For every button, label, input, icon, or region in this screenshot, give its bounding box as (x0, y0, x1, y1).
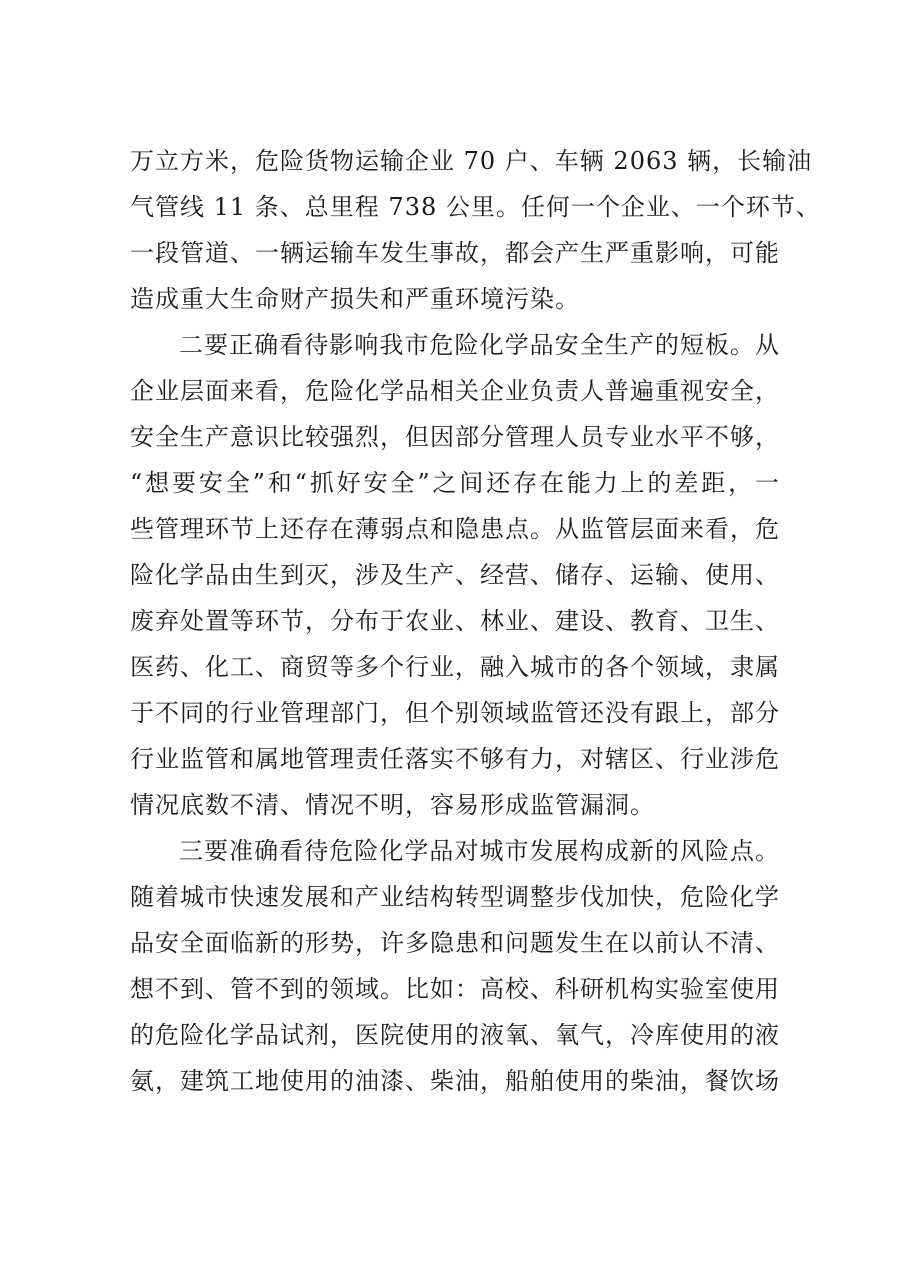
paragraph-line: 一段管道、一辆运输车发生事故，都会产生严重影响，可能 (130, 239, 780, 267)
paragraph-line: 情况底数不清、情况不明，容易形成监管漏洞。 (130, 791, 655, 819)
paragraph-1 (130, 138, 821, 322)
paragraph-line: 企业层面来看，危险化学品相关企业负责人普遍重视安全， (130, 377, 780, 405)
paragraph-line: 品安全面临新的形势，许多隐患和问题发生在以前认不清、 (130, 929, 780, 957)
paragraph-line: 废弃处置等环节，分布于农业、林业、建设、教育、卫生、 (130, 607, 780, 635)
paragraph-line: 想不到、管不到的领域。比如：高校、科研机构实验室使用 (130, 975, 780, 1003)
paragraph-line: “想要安全”和“抓好安全”之间还存在能力上的差距，一 (130, 469, 780, 497)
paragraph-line: 险化学品由生到灭，涉及生产、经营、储存、运输、使用、 (130, 561, 780, 589)
paragraph-3 (130, 828, 780, 1104)
paragraph-line: 行业监管和属地管理责任落实不够有力，对辖区、行业涉危 (130, 745, 780, 773)
paragraph-2 (130, 322, 780, 828)
paragraph-line: 万立方米，危险货物运输企业 70 户、车辆 2063 辆，长输油 (130, 147, 813, 175)
paragraph-line: 于不同的行业管理部门，但个别领域监管还没有跟上，部分 (130, 699, 780, 727)
paragraph-line: 造成重大生命财产损失和严重环境污染。 (130, 285, 580, 313)
paragraph-line: 医药、化工、商贸等多个行业，融入城市的各个领域，隶属 (130, 653, 780, 681)
paragraph-line: 些管理环节上还存在薄弱点和隐患点。从监管层面来看，危 (130, 515, 780, 543)
paragraph-line: 三要准确看待危险化学品对城市发展构成新的风险点。 (179, 837, 780, 865)
paragraph-line: 二要正确看待影响我市危险化学品安全生产的短板。从 (179, 331, 780, 359)
paragraph-line: 氨，建筑工地使用的油漆、柴油，船舶使用的柴油，餐饮场 (130, 1067, 780, 1095)
document-body (130, 138, 821, 1104)
paragraph-line: 随着城市快速发展和产业结构转型调整步伐加快，危险化学 (130, 883, 780, 911)
paragraph-line: 的危险化学品试剂，医院使用的液氧、氧气，冷库使用的液 (130, 1021, 780, 1049)
paragraph-line: 安全生产意识比较强烈，但因部分管理人员专业水平不够， (130, 423, 780, 451)
paragraph-line: 气管线 11 条、总里程 738 公里。任何一个企业、一个环节、 (130, 193, 821, 221)
